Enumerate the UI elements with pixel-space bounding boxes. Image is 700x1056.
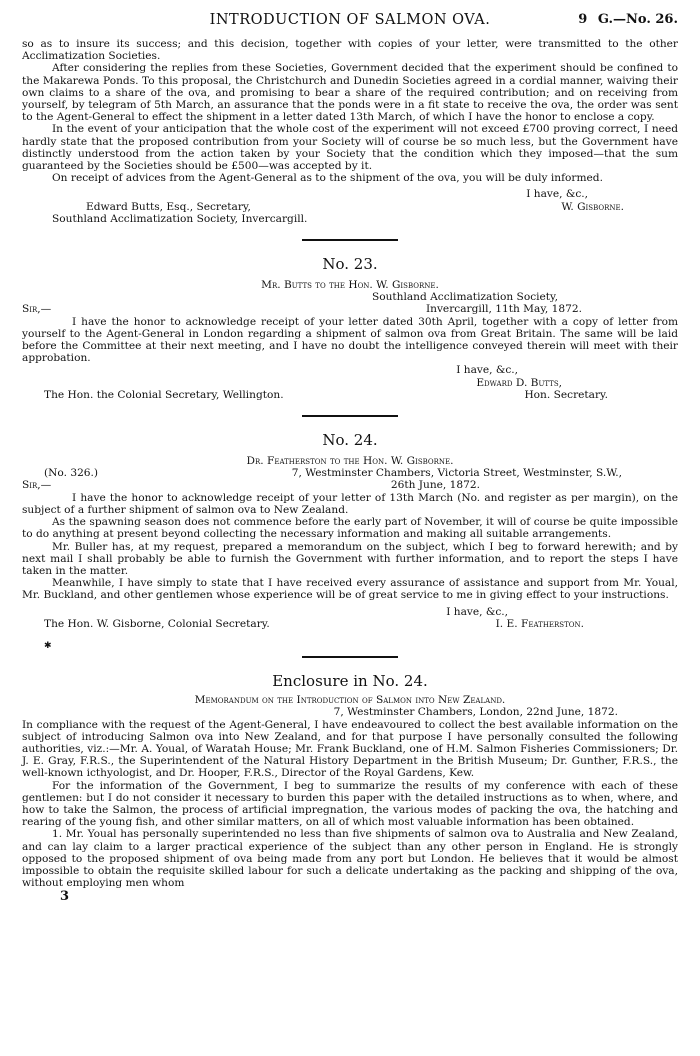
paragraph: 1. Mr. Youal has personally superintended no less than five shipments of salmon ova to Australia and New Zealand, and can lay claim to a larger practical experience of the subject than any other person in England. He is strongly opposed to the proposed shipment of ova being made from any port but London. He believes that it would be almost impossible to obtain the requisite skilled labour for such a delicate undertaking as the packing and shipping of the ova, without employing men whom	[22, 828, 678, 890]
letter-22-continuation	[22, 38, 678, 225]
paragraph: For the information of the Government, I beg to summarize the results of my conference with each of these gentlemen: but I do not consider it necessary to burden this paper with the detailed instructions as to when, where, and how to take the Salmon, the process of artificial impregnation, the various modes of packing the ova, the hatching and rearing of the young fish, and other similar matters, on all of which most valuable information has been obtained.	[22, 779, 678, 829]
paragraph: After considering the replies from these Societies, Government decided that the experiment should be confined to the Makarewa Ponds. To this proposal, the Christchurch and Dunedin Societies agreed in a cordial manner, waiving their own claims to a share of the ova, and promising to bear a share of the required contribution; and on receiving from yourself, by telegram of 5th March, an assurance that the ponds were in a fit state to receive the ova, the order was sent to the Agent-General to effect the shipment in a letter dated 13th March, of which I have the honor to enclose a copy.	[22, 62, 678, 124]
addressee: Edward Butts, Esq., Secretary,	[86, 200, 251, 213]
ref-place-row	[22, 467, 678, 479]
signature-row	[22, 389, 678, 401]
letter-24	[22, 431, 678, 652]
page-header	[22, 8, 678, 38]
closing: I have, &c.,	[456, 364, 518, 377]
section-divider	[302, 656, 398, 658]
paragraph: As the spawning season does not commence before the early part of November, it will of course be quite impossible to do anything at present beyond collecting the necessary information and making all suitable arrangements.	[22, 516, 678, 541]
margin-ref: (No. 326.)	[44, 467, 99, 480]
letter-place: 7, Westminster Chambers, Victoria Street, Westminster, S.W.,	[291, 467, 622, 480]
page-number-ref	[572, 12, 678, 27]
paragraph: On receipt of advices from the Agent-General as to the shipment of the ova, you will be duly informed.	[52, 172, 603, 185]
addressee: The Hon. the Colonial Secretary, Wellington.	[44, 388, 284, 401]
addressee: The Hon. W. Gisborne, Colonial Secretary.	[44, 617, 270, 630]
section-number: No. 24.	[322, 431, 378, 450]
asterisk-mark: ✱	[44, 640, 52, 651]
running-title: INTRODUCTION OF SALMON OVA.	[209, 12, 491, 28]
paragraph: In the event of your anticipation that the whole cost of the experiment will not exceed £700 proving correct, I need hardly state that the proposed contribution from your Society will of course be so much less, but the Government have distinctly understood from the action taken by your Society that the condition which they imposed—that the sum guaranteed by the Societies should be £500—was accepted by it.	[22, 123, 678, 173]
closing: I have, &c.,	[526, 188, 588, 201]
letter-date: 26th June, 1872.	[390, 479, 480, 492]
section-number: No. 23.	[322, 255, 378, 274]
signer: W. Gisborne.	[561, 200, 624, 213]
letter-date: Invercargill, 11th May, 1872.	[425, 303, 582, 316]
paragraph: so as to insure its success; and this decision, together with copies of your letter, were transmitted to the other Acclimatization Societies.	[22, 38, 678, 63]
paragraph: In compliance with the request of the Agent-General, I have endeavoured to collect the best available information on the subject of introducing Salmon ova into New Zealand, and for that purpose I have personally consulted the following authorities, viz.:—Mr. A. Youal, of Waratah House; Mr. Frank Buckland, one of H.M. Salmon Fisheries Commissioners; Dr. J. E. Gray, F.R.S., the Superintendent of the Natural History Department in the British Museum; Dr. Gunther, F.R.S., the well-known icthyologist, and Dr. Hooper, F.R.S., Director of the Royal Gardens, Kew.	[22, 718, 678, 780]
enclosure-title: Enclosure in No. 24.	[272, 672, 428, 691]
enclosure-memorandum	[22, 672, 678, 904]
closing: I have, &c.,	[446, 605, 508, 618]
paragraph: Mr. Buller has, at my request, prepared a memorandum on the subject, which I beg to forward herewith; and by next mail I shall probably be able to furnish the Government with further information, and to report the steps I have taken in the matter.	[22, 540, 678, 577]
salutation: Sir,—	[22, 303, 52, 316]
signer: I. E. Featherston.	[495, 617, 584, 630]
section-divider	[302, 415, 398, 417]
letter-subtitle: Dr. Featherston to the Hon. W. Gisborne.	[246, 455, 454, 468]
memorandum-subtitle: Memorandum on the Introduction of Salmon into New Zealand.	[194, 694, 506, 707]
salutation-row	[22, 479, 678, 491]
letter-subtitle: Mr. Butts to the Hon. W. Gisborne.	[261, 279, 439, 292]
document-page	[22, 8, 678, 904]
paragraph: I have the honor to acknowledge receipt of your letter of 13th March (No. and register as per margin), on the subject of a further shipment of salmon ova to New Zealand.	[22, 491, 678, 516]
signature-row	[22, 201, 678, 213]
paragraph: I have the honor to acknowledge receipt of your letter dated 30th April, together with a copy of letter from yourself to the Agent-General in London regarding a shipment of salmon ova from Great Britain. The same will be laid before the Committee at their next meeting, and I have no doubt the intelligence conveyed therein will meet with their approbation.	[22, 315, 678, 365]
memorandum-date: 7, Westminster Chambers, London, 22nd June, 1872.	[333, 706, 618, 719]
section-divider	[302, 239, 398, 241]
salutation: Sir,—	[22, 479, 52, 492]
signer-title: Hon. Secretary.	[524, 388, 608, 401]
addressee-line-2: Southland Acclimatization Society, Invercargill.	[52, 212, 308, 225]
paragraph: Meanwhile, I have simply to state that I have received every assurance of assistance and support from Mr. Youal, Mr. Buckland, and other gentlemen whose experience will be of great service to me in giving effect to your instructions.	[22, 577, 678, 602]
salutation-row	[22, 303, 678, 315]
signature-row	[22, 618, 678, 630]
page-number: 9	[578, 12, 588, 27]
signer: Edward D. Butts,	[476, 376, 562, 389]
letter-place: Southland Acclimatization Society,	[371, 291, 558, 304]
signature-mark: 3	[60, 889, 70, 905]
document-ref: G.—No. 26.	[597, 12, 678, 27]
letter-23	[22, 255, 678, 401]
